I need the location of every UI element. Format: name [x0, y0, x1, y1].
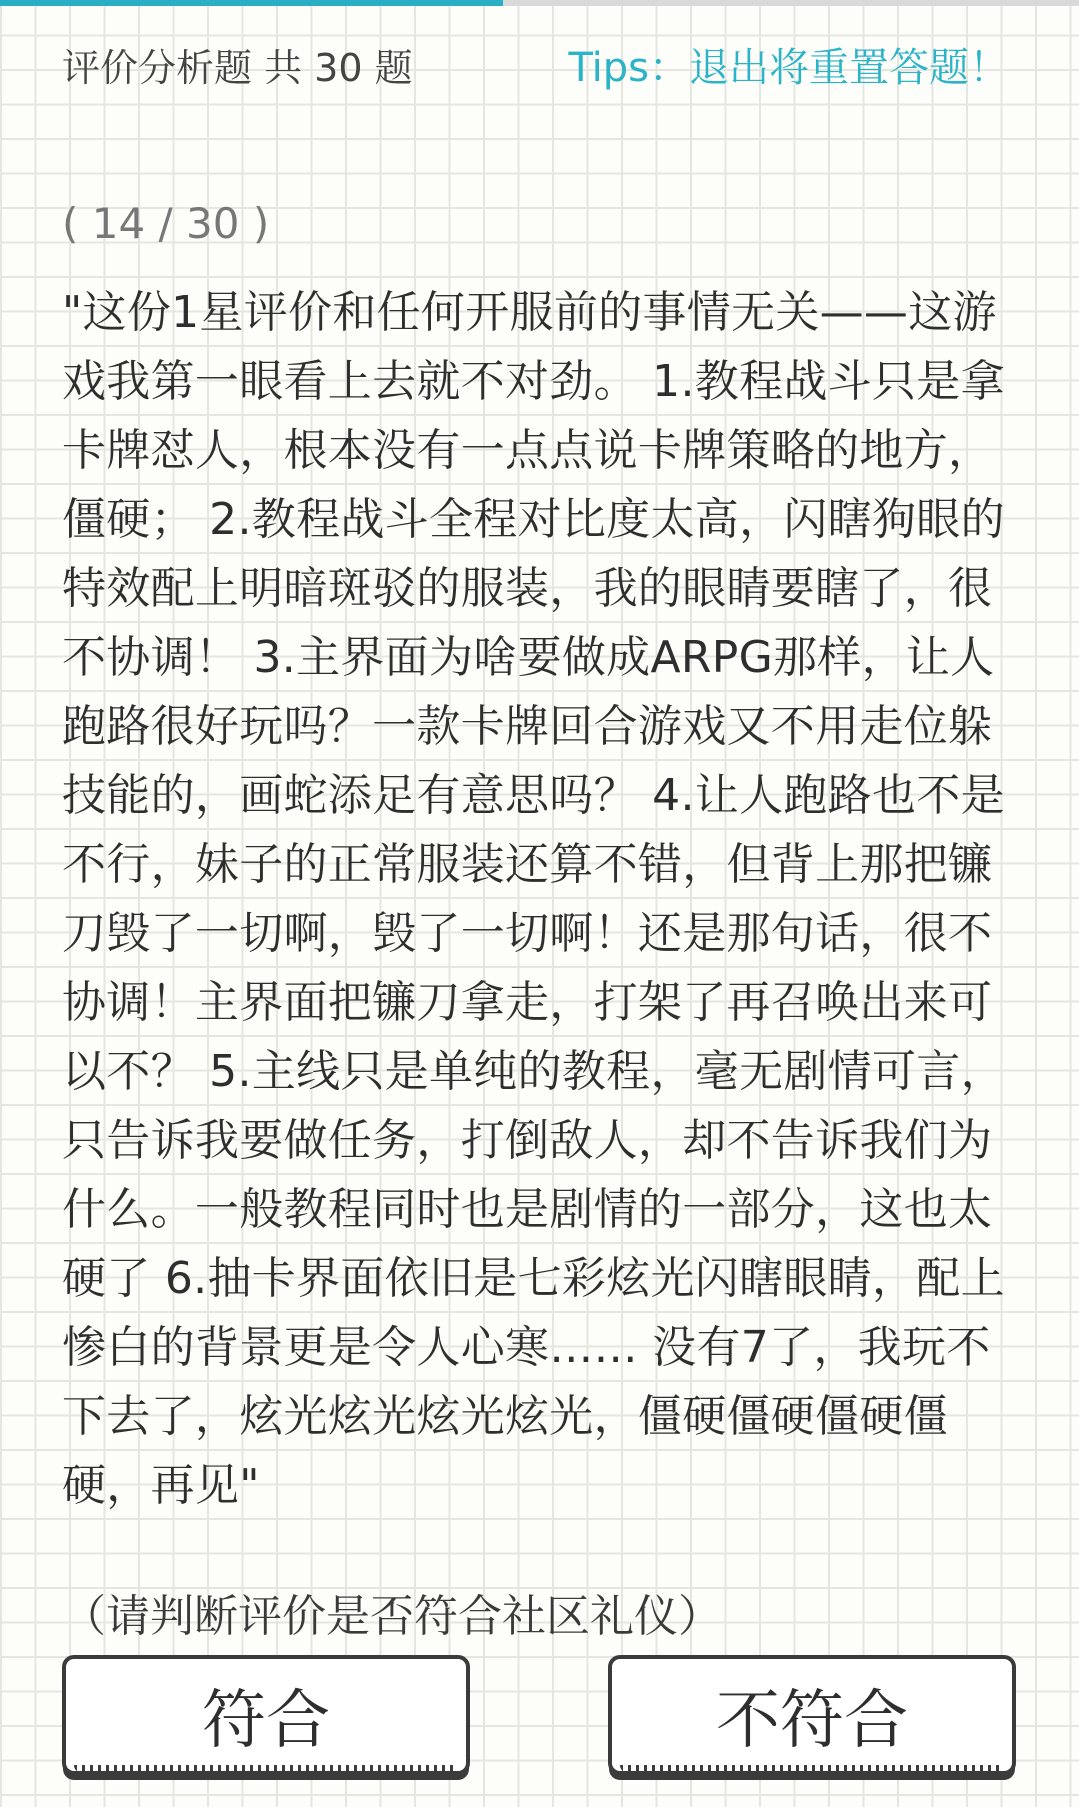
question-hint: （请判断评价是否符合社区礼仪） [62, 1591, 722, 1642]
question-text: "这份1星评价和任何开服前的事情无关——这游戏我第一眼看上去就不对劲。 1.教程战斗只是拿卡牌怼人，根本没有一点点说卡牌策略的地方，僵硬； 2.教程战斗全程对比度太高，闪瞎狗眼的特效配上明暗斑驳的服装，我的眼睛要瞎了，很不协调！ 3.主界面为啥要做成ARPG那样，让人跑路很好玩吗？一款卡牌回合游戏又不用走位躲技能的，画蛇添足有意思吗？ 4.让人跑路也不是不行，妹子的正常服装还算不错，但背上那把镰刀毁了一切啊，毁了一切啊！还是那句话，很不协调！主界面把镰刀拿走，打架了再召唤出来可以不？ 5.主线只是单纯的教程，毫无剧情可言，只告诉我要做任务，打倒敌人，却不告诉我们为什么。一般教程同时也是剧情的一部分，这也太硬了 6.抽卡界面依旧是七彩炫光闪瞎眼睛，配上惨白的背景更是令人心寒…… 没有7了，我玩不下去了，炫光炫光炫光炫光，僵硬僵硬僵硬僵硬，再见" [62, 287, 1005, 1511]
not-compliant-button[interactable] [608, 1655, 1016, 1775]
compliant-button-label: 符合 [202, 1684, 330, 1758]
progress-bar [0, 0, 1079, 6]
progress-bar-fill [0, 0, 503, 6]
not-compliant-button-label: 不符合 [716, 1684, 908, 1758]
compliant-button[interactable] [62, 1655, 470, 1775]
tips-text: Tips：退出将重置答题！ [568, 45, 1009, 91]
quiz-title: 评价分析题 共 30 题 [62, 46, 413, 90]
question-counter: ( 14 / 30 ) [62, 199, 270, 248]
